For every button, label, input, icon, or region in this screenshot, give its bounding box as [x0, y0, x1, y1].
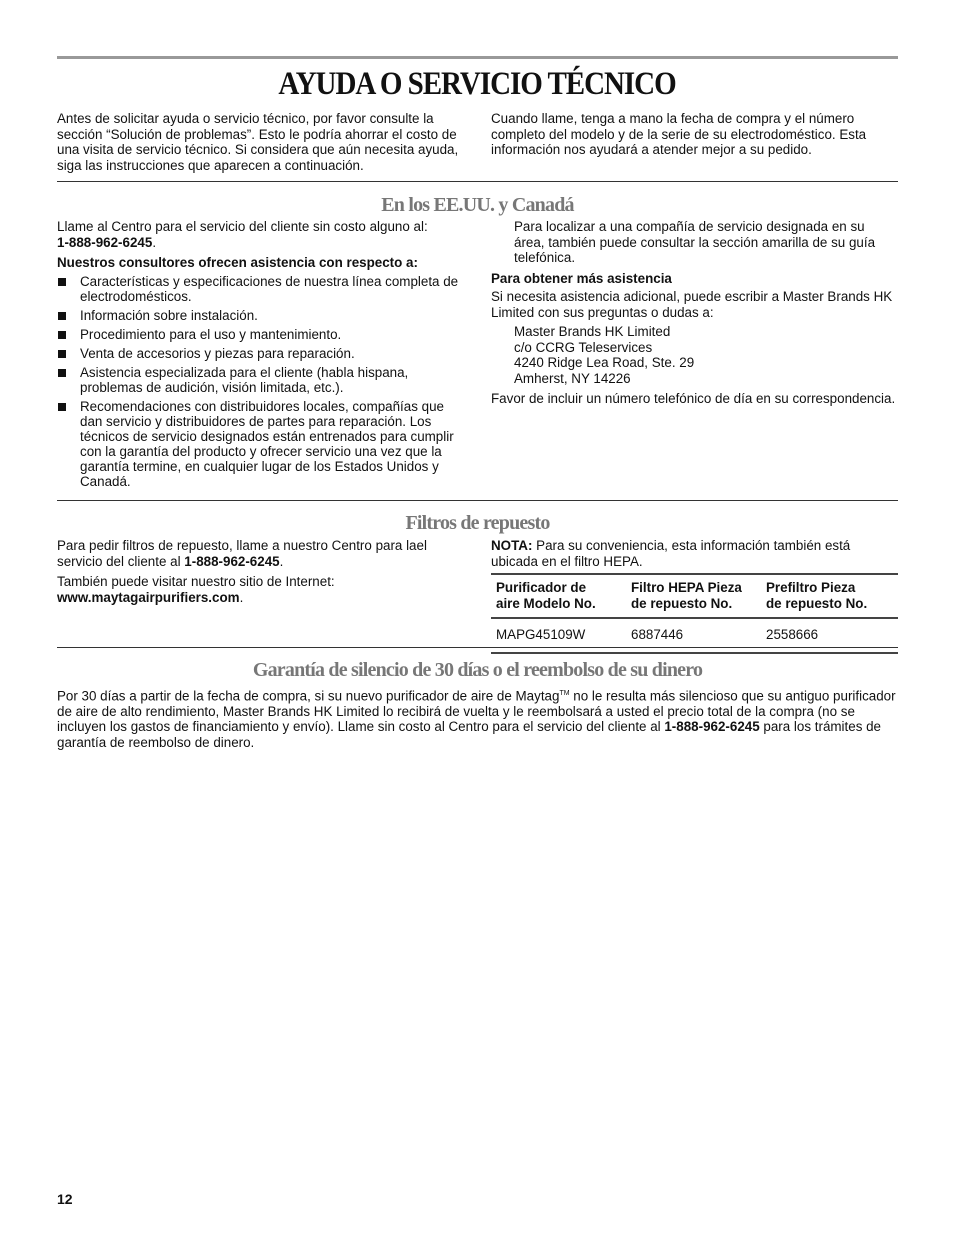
- web-text: También puede visitar nuestro sitio de Internet: www.maytagairpurifiers.com.: [57, 574, 335, 605]
- header-line: de repuesto No.: [631, 596, 733, 611]
- guarantee-text: [57, 686, 898, 750]
- intro-right: Cuando llame, tenga a mano la fecha de compra y el número completo del modelo y de la serie de su electrodoméstico. Esta información nos ayudará a atender mejor a su pedido.: [491, 111, 867, 157]
- web-text-label: También puede visitar nuestro sitio de Internet:: [57, 574, 335, 589]
- us-canada-right: [491, 219, 898, 407]
- section-heading-filters: Filtros de repuesto: [405, 512, 550, 534]
- call-text: Llame al Centro para el servicio del cliente sin costo alguno al: 1-888-962-6245.: [57, 219, 428, 250]
- address-line: c/o CCRG Teleservices: [514, 339, 653, 355]
- filters-phone: 1-888-962-6245: [184, 553, 280, 569]
- divider: [57, 647, 898, 648]
- header-line: Prefiltro Pieza: [766, 580, 856, 595]
- table-header: [626, 574, 761, 618]
- top-rule: [57, 56, 898, 59]
- address-line: 4240 Ridge Lea Road, Ste. 29: [514, 355, 695, 370]
- page-number: 12: [57, 1191, 73, 1207]
- website-link[interactable]: www.maytagairpurifiers.com: [57, 589, 240, 605]
- us-canada-left: [57, 219, 467, 493]
- consultants-heading: Nuestros consultores ofrecen asistencia con respecto a:: [57, 255, 418, 270]
- parts-table: [491, 573, 898, 654]
- order-text: [57, 538, 467, 569]
- mailing-address: [491, 324, 898, 386]
- table-cell: 2558666: [761, 618, 898, 653]
- address-line: Amherst, NY 14226: [514, 370, 631, 386]
- locate-text: Para localizar a una compañía de servicio designada en su área, también puede consultar la sección amarilla de su guía telefónica.: [514, 219, 876, 265]
- table-cell: 6887446: [626, 618, 761, 653]
- order-text-label: Para pedir filtros de repuesto, llame a nuestro Centro para lael servicio del cliente al: [57, 538, 427, 569]
- table-header: [761, 574, 898, 618]
- consultants-list: [57, 274, 467, 489]
- note-label: NOTA:: [491, 538, 533, 553]
- more-help-text: Si necesita asistencia adicional, puede escribir a Master Brands HK Limited con sus preguntas o dudas a:: [491, 289, 893, 320]
- call-text-label: Llame al Centro para el servicio del cliente sin costo alguno al:: [57, 219, 428, 234]
- header-line: Purificador de: [496, 580, 587, 595]
- filters-right: [491, 538, 898, 654]
- table-cell: MAPG45109W: [491, 618, 626, 653]
- section-heading-guarantee: Garantía de silencio de 30 días o el reembolso de su dinero: [252, 659, 703, 681]
- more-help-heading: Para obtener más asistencia: [491, 270, 672, 286]
- guarantee-text-part: para los trámites de garantía de reembolso de dinero.: [57, 719, 881, 750]
- filters-left: [57, 538, 467, 605]
- guarantee-text-part: Por 30 días a partir de la fecha de compra, si su nuevo purificador de aire de Maytag: [57, 688, 560, 704]
- list-item: Recomendaciones con distribuidores locales, compañías que dan servicio y distribuidores de partes para reparación. Los técnicos de servicio designados están entrenados para cumplir con la garantía del producto y ofrecer servicio una vez que la garantía termine, en cualquier lugar de los Estados Unidos y Canadá.: [57, 399, 467, 489]
- trademark: TM: [559, 690, 570, 697]
- table-header: [491, 574, 626, 618]
- list-item: Asistencia especializada para el cliente (habla hispana, problemas de audición, visión limitada, etc.).: [57, 365, 467, 395]
- page-title: AYUDA O SERVICIO TÉCNICO: [278, 66, 676, 102]
- list-item: Características y especificaciones de nuestra línea completa de electrodomésticos.: [57, 274, 467, 304]
- list-item: Procedimiento para el uso y mantenimiento.: [57, 327, 467, 342]
- header-line: Filtro HEPA Pieza: [631, 580, 742, 595]
- phone-note: Favor de incluir un número telefónico de día en su correspondencia.: [491, 391, 896, 406]
- note-text: Para su conveniencia, esta información también está ubicada en el filtro HEPA.: [491, 538, 851, 569]
- intro-left: Antes de solicitar ayuda o servicio técnico, por favor consulte la sección “Solución de problemas”. Esto le podría ahorrar el costo de una visita de servicio técnico. Si considera que aún necesita ayuda, siga las instrucciones que aparecen a continuación.: [57, 111, 459, 173]
- guarantee-phone: 1-888-962-6245: [664, 719, 760, 735]
- list-item: Información sobre instalación.: [57, 308, 467, 323]
- guarantee-text-part: no le resulta más silencioso que su antiguo purificador de aire de alto rendimiento, Master Brands HK Limited lo recibirá de vuelta y le reembolsará a usted el precio total de la compra (no se incluyen los gastos de financiamiento y envío). Llame sin costo al Centro para el servicio del cliente al: [57, 688, 896, 735]
- header-line: de repuesto No.: [766, 596, 868, 611]
- divider: [57, 181, 898, 182]
- filter-note: [491, 538, 898, 569]
- address-line: Master Brands HK Limited: [514, 324, 671, 339]
- divider: [57, 500, 898, 501]
- period: .: [279, 553, 284, 569]
- header-line: aire Modelo No.: [496, 596, 596, 611]
- section-heading-us-canada: En los EE.UU. y Canadá: [381, 194, 574, 216]
- list-item: Venta de accesorios y piezas para reparación.: [57, 346, 467, 361]
- phone-number: 1-888-962-6245: [57, 234, 153, 250]
